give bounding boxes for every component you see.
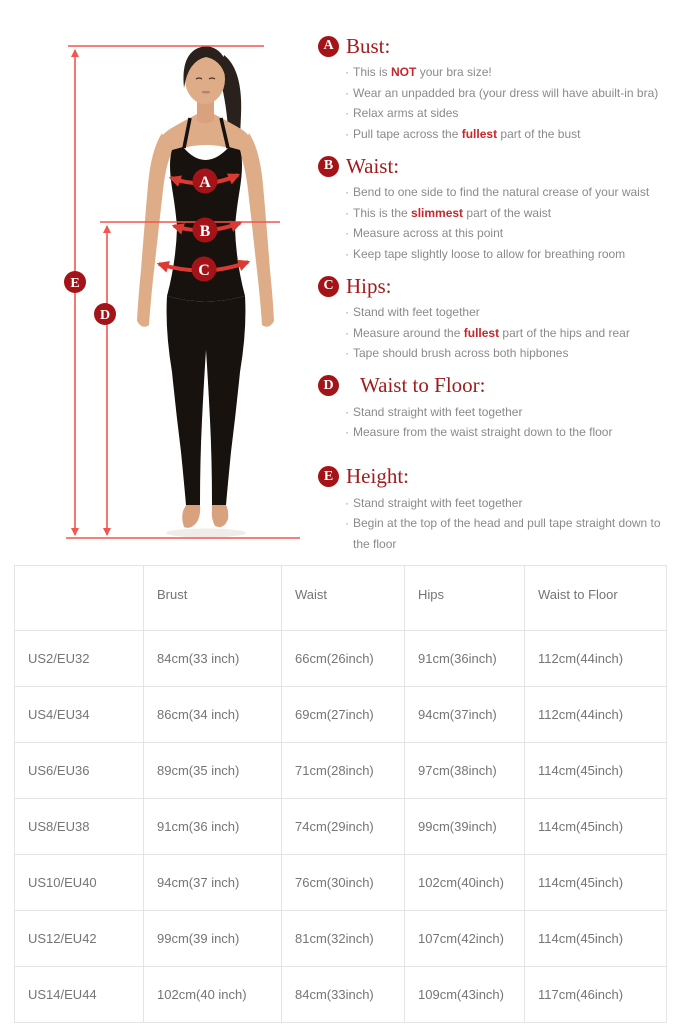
badge-b-icon: B [318, 156, 339, 177]
bullet-text [353, 244, 668, 265]
size-cell: US2/EU32 [15, 631, 144, 687]
size-table-header-row [15, 566, 667, 631]
section-header-b [318, 153, 668, 179]
bullet-item [345, 124, 668, 145]
measurement-cell: 97cm(38inch) [405, 743, 525, 799]
bullet-segment: Measure around the [353, 325, 464, 340]
measure-section-a [318, 33, 668, 144]
bullet-text [353, 124, 668, 145]
measurement-cell: 66cm(26inch) [282, 631, 405, 687]
bullet-text [353, 323, 668, 344]
measure-section-d [318, 373, 668, 443]
table-row [15, 687, 667, 743]
measurement-cell: 71cm(28inch) [282, 743, 405, 799]
size-cell: US10/EU40 [15, 855, 144, 911]
waist-to-floor-badge-letter: D [99, 308, 111, 323]
highlighted-word: fullest [463, 325, 500, 340]
measurement-cell: 91cm(36 inch) [144, 799, 282, 855]
bullet-item [345, 103, 668, 124]
section-title-b: Waist: [346, 153, 400, 178]
size-cell: US6/EU36 [15, 743, 144, 799]
left-foot [182, 505, 200, 528]
model-diagram-svg [0, 0, 330, 560]
section-header-e [318, 464, 668, 490]
measurement-cell: 117cm(46inch) [525, 967, 667, 1023]
bullet-dot: · [345, 106, 349, 120]
bullet-item [345, 302, 668, 323]
bullet-text [353, 402, 668, 423]
measurement-cell: 81cm(32inch) [282, 911, 405, 967]
bullet-text [353, 103, 668, 124]
bullet-segment: Begin at the top of the head and pull tape straight down to the floor [353, 516, 661, 551]
bullet-text [353, 223, 668, 244]
measurement-cell: 114cm(45inch) [525, 743, 667, 799]
bullet-dot: · [345, 226, 349, 240]
bullet-dot: · [345, 425, 349, 439]
right-foot [212, 505, 228, 527]
waist-badge-icon [193, 218, 218, 243]
table-row [15, 855, 667, 911]
lips [202, 91, 210, 93]
left-arm [137, 133, 172, 327]
measurement-cell: 76cm(30inch) [282, 855, 405, 911]
badge-e-icon: E [318, 466, 339, 487]
size-table-body [15, 631, 667, 1023]
bullet-item [345, 422, 668, 443]
bullet-segment: Bend to one side to find the natural crease of your waist [353, 185, 650, 199]
section-title-c: Hips: [346, 273, 392, 298]
bullet-segment: part of the bust [497, 126, 581, 141]
bullet-item [345, 182, 668, 203]
bullet-segment: This is [353, 65, 392, 79]
measurement-cell: 109cm(43inch) [405, 967, 525, 1023]
bullet-text [353, 62, 668, 83]
bullet-item [345, 223, 668, 244]
measurement-cell: 89cm(35 inch) [144, 743, 282, 799]
table-row [15, 631, 667, 687]
bullet-text [353, 343, 668, 364]
bullet-item [345, 62, 668, 83]
measurement-figure [0, 0, 330, 560]
measurement-cell: 99cm(39 inch) [144, 911, 282, 967]
measurement-cell: 74cm(29inch) [282, 799, 405, 855]
bullet-item [345, 513, 668, 554]
section-header-a [318, 33, 668, 59]
height-badge-letter: E [70, 276, 80, 291]
section-bullets-b [318, 182, 668, 264]
size-cell: US14/EU44 [15, 967, 144, 1023]
bullet-item [345, 244, 668, 265]
section-header-c [318, 273, 668, 299]
section-bullets-c [318, 302, 668, 364]
size-table-header-cell: Waist [282, 566, 405, 631]
bullet-dot: · [345, 126, 349, 141]
section-title-e: Height: [346, 464, 409, 488]
bullet-dot: · [345, 246, 349, 261]
bullet-text [353, 203, 668, 224]
table-row [15, 743, 667, 799]
bullet-text [353, 83, 668, 104]
measurement-cell: 102cm(40 inch) [144, 967, 282, 1023]
size-cell: US8/EU38 [15, 799, 144, 855]
table-row [15, 967, 667, 1023]
waist-badge-letter: B [199, 223, 211, 240]
size-table-header-cell: Hips [405, 566, 525, 631]
bust-badge-letter: A [199, 174, 211, 191]
measurement-cell: 102cm(40inch) [405, 855, 525, 911]
bullet-item [345, 203, 668, 224]
measurement-cell: 84cm(33 inch) [144, 631, 282, 687]
measurement-cell: 69cm(27inch) [282, 687, 405, 743]
section-header-d [318, 373, 668, 399]
table-row [15, 799, 667, 855]
hips-badge-icon [192, 257, 217, 282]
bullet-segment: your bra size! [416, 65, 492, 79]
bullet-dot: · [345, 305, 349, 319]
bullet-dot: · [345, 205, 349, 220]
bullet-segment: part of the hips and rear [499, 325, 630, 340]
bullet-segment: Wear an unpadded bra (your dress will have abuilt-in bra) [353, 85, 659, 100]
measurement-cell: 114cm(45inch) [525, 855, 667, 911]
bullet-dot: · [345, 495, 349, 510]
bullet-text [353, 513, 668, 554]
waist-to-floor-badge-icon [94, 303, 116, 325]
bullet-segment: Stand straight with feet together [353, 495, 523, 510]
height-badge-icon [64, 271, 86, 293]
size-table-header-cell: Waist to Floor [525, 566, 667, 631]
measurement-cell: 91cm(36inch) [405, 631, 525, 687]
bullet-dot: · [345, 346, 349, 360]
bullet-dot: · [345, 325, 349, 340]
size-cell: US4/EU34 [15, 687, 144, 743]
size-chart-table [14, 565, 667, 1023]
bullet-segment: Relax arms at sides [353, 106, 459, 120]
measure-section-b [318, 153, 668, 264]
bullet-dot: · [345, 85, 349, 100]
bullet-segment: Measure across at this point [353, 226, 504, 240]
bullet-item [345, 493, 668, 514]
bullet-segment: Pull tape across the [353, 126, 462, 141]
measure-sections [318, 33, 668, 563]
highlighted-word: NOT [391, 65, 417, 79]
size-table-header-cell: Brust [144, 566, 282, 631]
section-title-d: Waist to Floor: [360, 373, 486, 397]
bullet-segment: Stand with feet together [353, 305, 480, 319]
bullet-segment: Stand straight with feet together [353, 404, 523, 419]
section-bullets-d [318, 402, 668, 443]
measurement-cell: 107cm(42inch) [405, 911, 525, 967]
section-bullets-e [318, 493, 668, 555]
bullet-text [353, 182, 668, 203]
section-title-a: Bust: [346, 33, 391, 58]
table-row [15, 911, 667, 967]
size-cell: US12/EU42 [15, 911, 144, 967]
measurement-cell: 112cm(44inch) [525, 687, 667, 743]
badge-d-icon: D [318, 375, 339, 396]
bullet-dot: · [345, 65, 349, 79]
measure-section-e [318, 464, 668, 555]
measurement-cell: 94cm(37 inch) [144, 855, 282, 911]
bullet-segment: Measure from the waist straight down to the floor [353, 425, 613, 439]
bullet-dot: · [345, 185, 349, 199]
bullet-segment: Tape should brush across both hipbones [353, 346, 569, 360]
bullet-item [345, 323, 668, 344]
highlighted-word: slimmest [411, 205, 464, 220]
badge-a-icon: A [318, 36, 339, 57]
floor-shadow [166, 529, 246, 538]
bullet-dot: · [345, 404, 349, 419]
measure-section-c [318, 273, 668, 364]
bullet-dot: · [345, 516, 349, 530]
bullet-segment: Keep tape slightly loose to allow for breathing room [353, 246, 626, 261]
measurement-cell: 86cm(34 inch) [144, 687, 282, 743]
model-photo [137, 46, 274, 538]
size-table-header-cell [15, 566, 144, 631]
leggings [167, 296, 246, 505]
bullet-segment: This is the [353, 205, 412, 220]
hips-badge-letter: C [198, 262, 210, 279]
bullet-text [353, 302, 668, 323]
measurement-cell: 114cm(45inch) [525, 911, 667, 967]
bullet-item [345, 83, 668, 104]
bullet-text [353, 493, 668, 514]
measurement-cell: 99cm(39inch) [405, 799, 525, 855]
size-table-head [15, 566, 667, 631]
section-bullets-a [318, 62, 668, 144]
measurement-cell: 112cm(44inch) [525, 631, 667, 687]
bust-badge-icon [193, 169, 218, 194]
measurement-cell: 94cm(37inch) [405, 687, 525, 743]
highlighted-word: fullest [461, 126, 498, 141]
bullet-segment: part of the waist [463, 205, 552, 220]
bullet-item [345, 343, 668, 364]
measurement-cell: 84cm(33inch) [282, 967, 405, 1023]
badge-c-icon: C [318, 276, 339, 297]
measurement-cell: 114cm(45inch) [525, 799, 667, 855]
bullet-text [353, 422, 668, 443]
bullet-item [345, 402, 668, 423]
